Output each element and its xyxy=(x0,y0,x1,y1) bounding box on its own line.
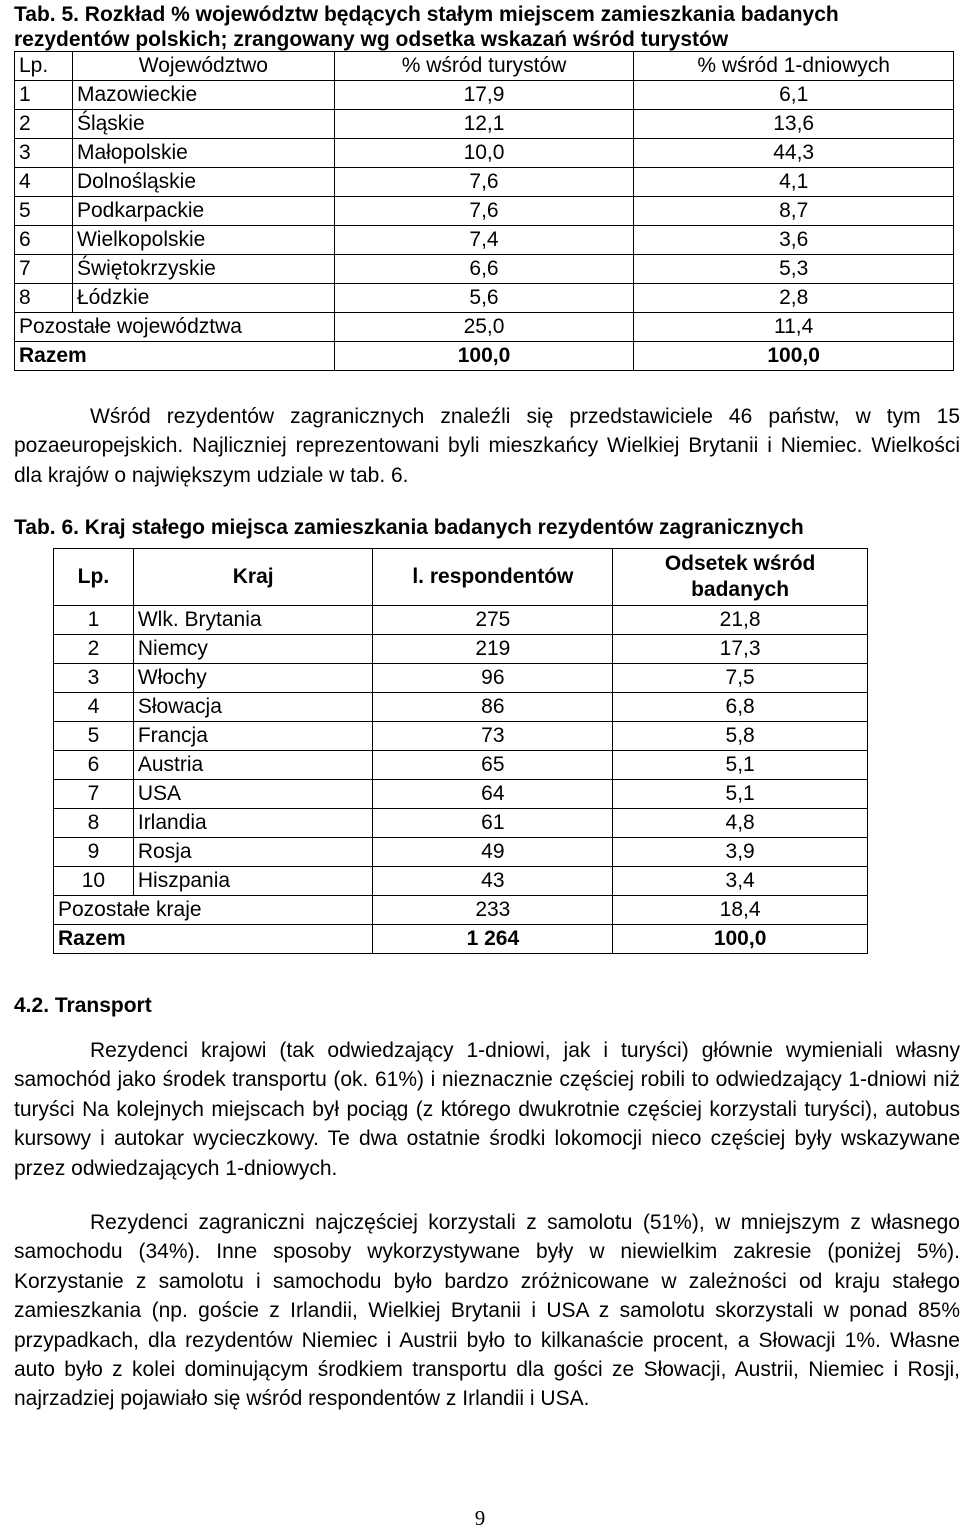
table-cell: 8 xyxy=(15,284,73,313)
table-cell: 4 xyxy=(54,693,134,722)
table-cell: 2,8 xyxy=(634,284,954,313)
table5-header-tourists: % wśród turystów xyxy=(334,52,634,81)
table-cell: 96 xyxy=(373,664,613,693)
table-cell: 10 xyxy=(54,867,134,896)
table-cell: 4,1 xyxy=(634,168,954,197)
table-cell: 11,4 xyxy=(634,313,954,342)
table-row xyxy=(15,197,954,226)
table-cell: 6,1 xyxy=(634,81,954,110)
table-cell: 7,4 xyxy=(334,226,634,255)
table-cell: 275 xyxy=(373,606,613,635)
table-cell: 2 xyxy=(15,110,73,139)
table-cell: 100,0 xyxy=(334,342,634,371)
table-cell: 1 xyxy=(54,606,134,635)
table-cell: Włochy xyxy=(133,664,373,693)
table-cell: 65 xyxy=(373,751,613,780)
table-cell: 233 xyxy=(373,896,613,925)
table-row xyxy=(54,664,868,693)
table-cell: Wlk. Brytania xyxy=(133,606,373,635)
table-cell: 3,9 xyxy=(613,838,868,867)
table-cell: 1 xyxy=(15,81,73,110)
table5-header-lp: Lp. xyxy=(15,52,73,81)
paragraph-foreign-transport: Rezydenci zagraniczni najczęściej korzystali z samolotu (51%), w mniejszym z własnego samochodu (34%). Inne sposoby wykorzystywane były w niewielkim zakresie (poniżej 5%). Korzystanie z samolotu i samochodu było bardzo zróżnicowane w zależności od kraju stałego zamieszkania (np. goście z Irlandii, Wielkiej Brytanii i USA z samolotu skorzystali w ponad 85% przypadkach, dla rezydentów Niemiec i Austrii było to kilkanaście procent, a Słowacji 1%. Własne auto było z kolei dominującym środkiem transportu dla gości ze Słowacji, Austrii, Niemiec i Rosji, najrzadziej pojawiało się wśród respondentów z Irlandii i USA. xyxy=(14,1211,960,1411)
table-cell: 8,7 xyxy=(634,197,954,226)
table5-other-row xyxy=(15,313,954,342)
table-cell: 86 xyxy=(373,693,613,722)
table6-caption: Tab. 6. Kraj stałego miejsca zamieszkania badanych rezydentów zagranicznych xyxy=(14,516,804,539)
table-cell: 6 xyxy=(54,751,134,780)
table-cell: 5,3 xyxy=(634,255,954,284)
table-row xyxy=(54,867,868,896)
table-row xyxy=(15,168,954,197)
table-cell: Świętokrzyskie xyxy=(72,255,334,284)
table6-header-country: Kraj xyxy=(133,549,373,606)
table-cell: Łódzkie xyxy=(72,284,334,313)
table-cell: 64 xyxy=(373,780,613,809)
table-cell: Śląskie xyxy=(72,110,334,139)
table-cell: Wielkopolskie xyxy=(72,226,334,255)
table-cell: 73 xyxy=(373,722,613,751)
table6-total-row xyxy=(54,925,868,954)
table-row xyxy=(15,81,954,110)
table6-header-row xyxy=(54,549,868,606)
table-cell: Razem xyxy=(54,925,373,954)
table-cell: 4,8 xyxy=(613,809,868,838)
table-cell: 4 xyxy=(15,168,73,197)
table-cell: 21,8 xyxy=(613,606,868,635)
table-cell: 100,0 xyxy=(613,925,868,954)
table-cell: 6,6 xyxy=(334,255,634,284)
table-cell: Niemcy xyxy=(133,635,373,664)
table-cell: 219 xyxy=(373,635,613,664)
table-cell: 17,9 xyxy=(334,81,634,110)
paragraph-foreign-residents: Wśród rezydentów zagranicznych znaleźli się przedstawiciele 46 państw, w tym 15 pozaeuropejskich. Najliczniej reprezentowani byli mieszkańcy Wielkiej Brytanii i Niemiec. Wielkości dla krajów o największym udziale w tab. 6. xyxy=(14,405,960,487)
table-row xyxy=(54,722,868,751)
table6-header-lp: Lp. xyxy=(54,549,134,606)
table-cell: 7,6 xyxy=(334,168,634,197)
table-cell: 10,0 xyxy=(334,139,634,168)
section-heading: 4.2. Transport xyxy=(14,994,152,1017)
table6-header-share: Odsetek wśród badanych xyxy=(613,549,868,606)
table-row xyxy=(54,693,868,722)
table-cell: 17,3 xyxy=(613,635,868,664)
table-row xyxy=(15,110,954,139)
table-cell: Małopolskie xyxy=(72,139,334,168)
table-cell: Austria xyxy=(133,751,373,780)
table-cell: 7 xyxy=(15,255,73,284)
table-cell: 5,8 xyxy=(613,722,868,751)
table-row xyxy=(54,780,868,809)
table-cell: Pozostałe województwa xyxy=(15,313,335,342)
table-cell: 8 xyxy=(54,809,134,838)
table-cell: Słowacja xyxy=(133,693,373,722)
table-cell: 12,1 xyxy=(334,110,634,139)
table-row xyxy=(15,284,954,313)
table-row xyxy=(54,838,868,867)
table-cell: 18,4 xyxy=(613,896,868,925)
page-number: 9 xyxy=(474,1506,486,1530)
table5-caption: Tab. 5. Rozkład % województw będących stałym miejscem zamieszkania badanych rezydentów polskich; zrangowany wg odsetka wskazań wśród turystów xyxy=(14,3,839,51)
table-cell: Mazowieckie xyxy=(72,81,334,110)
table-cell: 6,8 xyxy=(613,693,868,722)
table-cell: 7,6 xyxy=(334,197,634,226)
table-cell: 6 xyxy=(15,226,73,255)
table-cell: 1 264 xyxy=(373,925,613,954)
table-row xyxy=(54,751,868,780)
table5-header-row xyxy=(15,52,954,81)
table-row xyxy=(54,606,868,635)
table-cell: 49 xyxy=(373,838,613,867)
table-cell: 25,0 xyxy=(334,313,634,342)
table5 xyxy=(14,51,954,371)
table-row xyxy=(15,255,954,284)
table6-header-count: l. respondentów xyxy=(373,549,613,606)
table-cell: 100,0 xyxy=(634,342,954,371)
table-cell: Podkarpackie xyxy=(72,197,334,226)
table-cell: 2 xyxy=(54,635,134,664)
table-cell: 61 xyxy=(373,809,613,838)
table-cell: 5 xyxy=(15,197,73,226)
table6-other-row xyxy=(54,896,868,925)
table-cell: Francja xyxy=(133,722,373,751)
table-cell: 5 xyxy=(54,722,134,751)
table-cell: Irlandia xyxy=(133,809,373,838)
table-cell: 9 xyxy=(54,838,134,867)
table-cell: 5,1 xyxy=(613,780,868,809)
table-cell: 3,6 xyxy=(634,226,954,255)
table-cell: Hiszpania xyxy=(133,867,373,896)
table-row xyxy=(15,139,954,168)
table6 xyxy=(53,548,868,954)
table5-header-region: Województwo xyxy=(72,52,334,81)
table-row xyxy=(54,635,868,664)
table-cell: USA xyxy=(133,780,373,809)
table-row xyxy=(15,226,954,255)
table-cell: Pozostałe kraje xyxy=(54,896,373,925)
table-row xyxy=(54,809,868,838)
table-cell: 7 xyxy=(54,780,134,809)
table-cell: 3,4 xyxy=(613,867,868,896)
table-cell: 5,1 xyxy=(613,751,868,780)
table-cell: 7,5 xyxy=(613,664,868,693)
table-cell: 5,6 xyxy=(334,284,634,313)
paragraph-domestic-transport: Rezydenci krajowi (tak odwiedzający 1-dniowi, jak i turyści) głównie wymieniali własny samochód jako środek transportu (ok. 61%) i nieznacznie częściej robili to odwiedzający 1-dniowi niż turyści Na kolejnych miejscach był pociąg (z którego dwukrotnie częściej korzystali turyści), autobus kursowy i autokar wycieczkowy. Te dwa ostatnie środki lokomocji nieco częściej były wskazywane przez odwiedzających 1-dniowych. xyxy=(14,1039,960,1180)
table5-total-row xyxy=(15,342,954,371)
table-cell: Razem xyxy=(15,342,335,371)
table-cell: Dolnośląskie xyxy=(72,168,334,197)
table-cell: 13,6 xyxy=(634,110,954,139)
table-cell: 3 xyxy=(15,139,73,168)
table5-header-daytrippers: % wśród 1-dniowych xyxy=(634,52,954,81)
table-cell: Rosja xyxy=(133,838,373,867)
table-cell: 3 xyxy=(54,664,134,693)
table-cell: 43 xyxy=(373,867,613,896)
table-cell: 44,3 xyxy=(634,139,954,168)
